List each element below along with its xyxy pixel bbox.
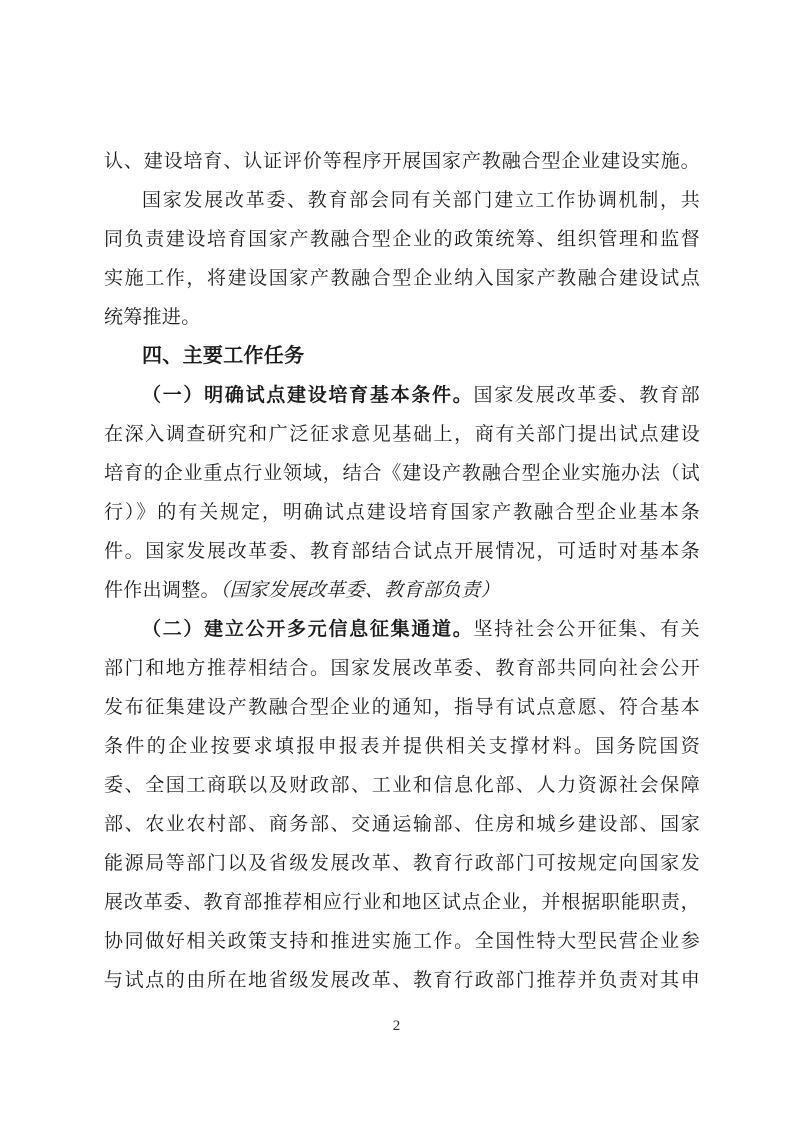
body-text: 发布征集建设产教融合型企业的通知，指导有试点意愿、符合基本 bbox=[104, 697, 700, 718]
body-text: 行）》的有关规定，明确试点建设培育国家产教融合型企业基本条 bbox=[104, 502, 700, 523]
text-line bbox=[104, 610, 700, 649]
body-text: 在深入调查研究和广泛征求意见基础上，商有关部门提出试点建设 bbox=[104, 424, 700, 445]
body-text: 认、建设培育、认证评价等程序开展国家产教融合型企业建设实施。 bbox=[104, 151, 700, 172]
attribution-text: （国家发展改革委、教育部负责） bbox=[219, 580, 500, 601]
text-line bbox=[104, 298, 700, 337]
body-text: 培育的企业重点行业领域，结合《建设产教融合型企业实施办法（试 bbox=[104, 463, 700, 484]
text-line bbox=[104, 805, 700, 844]
section-heading: 四、主要工作任务 bbox=[142, 345, 305, 367]
body-text: 展改革委、教育部推荐相应行业和地区试点企业，并根据职能职责， bbox=[104, 892, 700, 913]
body-text: 国家发展改革委、教育部会同有关部门建立工作协调机制，共 bbox=[142, 190, 700, 211]
text-line bbox=[104, 142, 700, 181]
body-text: 与试点的由所在地省级发展改革、教育行政部门推荐并负责对其申 bbox=[104, 970, 700, 991]
text-line bbox=[104, 259, 700, 298]
text-line bbox=[104, 415, 700, 454]
text-line bbox=[104, 922, 700, 961]
page-number: 2 bbox=[392, 1018, 401, 1034]
body-text: 件作出调整。 bbox=[104, 580, 220, 601]
emphasis-text: （一）明确试点建设培育基本条件。 bbox=[142, 385, 474, 406]
body-text: 部、农业农村部、商务部、交通运输部、住房和城乡建设部、国家 bbox=[104, 814, 700, 835]
text-line bbox=[104, 337, 700, 376]
body-text: 条件的企业按要求填报申报表并提供相关支撑材料。国务院国资 bbox=[104, 736, 700, 757]
text-line bbox=[104, 532, 700, 571]
text-line bbox=[104, 571, 700, 610]
text-line bbox=[104, 727, 700, 766]
text-line bbox=[104, 649, 700, 688]
text-line bbox=[104, 883, 700, 922]
body-text: 坚持社会公开征集、有关 bbox=[473, 619, 700, 640]
text-line bbox=[104, 844, 700, 883]
text-line bbox=[104, 181, 700, 220]
emphasis-text: （二）建立公开多元信息征集通道。 bbox=[142, 619, 474, 640]
text-line bbox=[104, 766, 700, 805]
body-text: 国家发展改革委、教育部 bbox=[473, 385, 700, 406]
body-text: 协同做好相关政策支持和推进实施工作。全国性特大型民营企业参 bbox=[104, 931, 700, 952]
text-line bbox=[104, 220, 700, 259]
text-line bbox=[104, 961, 700, 1000]
body-text: 同负责建设培育国家产教融合型企业的政策统筹、组织管理和监督 bbox=[104, 229, 700, 250]
text-line bbox=[104, 454, 700, 493]
body-text: 件。国家发展改革委、教育部结合试点开展情况，可适时对基本条 bbox=[104, 541, 700, 562]
body-text: 能源局等部门以及省级发展改革、教育行政部门可按规定向国家发 bbox=[104, 853, 700, 874]
text-line bbox=[104, 376, 700, 415]
body-text: 委、全国工商联以及财政部、工业和信息化部、人力资源社会保障 bbox=[104, 775, 700, 796]
document-body bbox=[104, 142, 700, 1000]
body-text: 实施工作，将建设国家产教融合型企业纳入国家产教融合建设试点 bbox=[104, 268, 700, 289]
text-line bbox=[104, 688, 700, 727]
body-text: 部门和地方推荐相结合。国家发展改革委、教育部共同向社会公开 bbox=[104, 658, 700, 679]
text-line bbox=[104, 493, 700, 532]
body-text: 统筹推进。 bbox=[104, 307, 201, 328]
